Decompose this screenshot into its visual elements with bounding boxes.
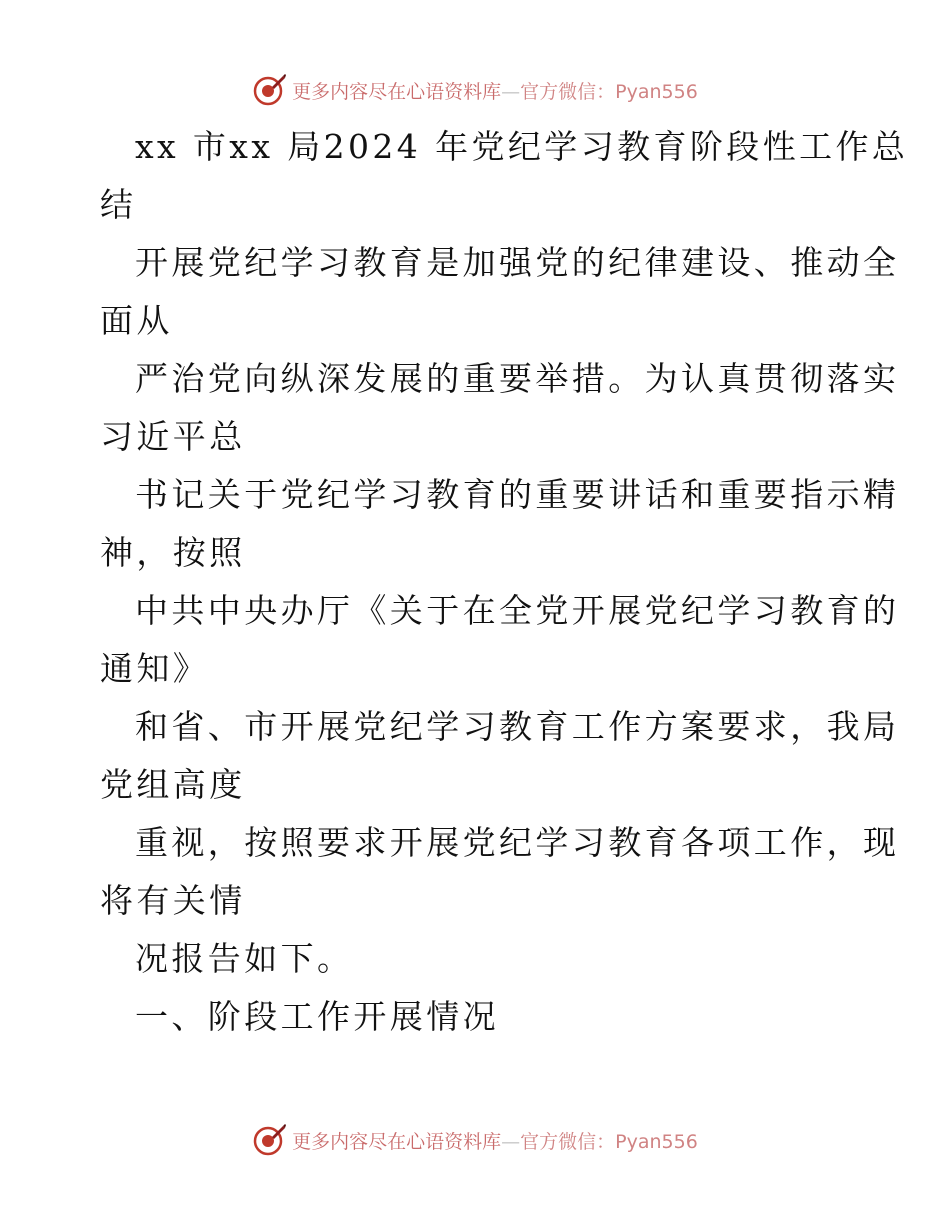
footer-banner-text (292, 1127, 698, 1154)
document-line (100, 466, 900, 582)
line-rest: 神，按照 (100, 533, 246, 572)
line-rest: 通知》 (100, 649, 210, 688)
line-first: 重视，按照要求开展党纪学习教育各项工作，现 (135, 823, 900, 862)
footer-banner-brand: 更多内容尽在心语资料库 (292, 1130, 502, 1153)
header-banner-contact: 官方微信：Pyan556 (520, 80, 698, 103)
header-banner-brand: 更多内容尽在心语资料库 (292, 80, 502, 103)
header-banner-separator: — (501, 80, 521, 103)
pen-circle-logo-icon (252, 1123, 286, 1157)
footer-banner-separator: — (501, 1130, 521, 1153)
line-rest: 习近平总 (100, 417, 246, 456)
line-first: xx 市xx 局2024 年党纪学习教育阶段性工作总 (135, 127, 909, 166)
footer-banner-contact: 官方微信：Pyan556 (520, 1130, 698, 1153)
line-rest: 面从 (100, 301, 173, 340)
line-first: 和省、市开展党纪学习教育工作方案要求，我局 (135, 707, 900, 746)
line-first: 一、阶段工作开展情况 (135, 997, 499, 1036)
document-line (100, 234, 900, 350)
pen-circle-logo-icon (252, 73, 286, 107)
header-banner (0, 70, 950, 110)
section-heading (100, 988, 860, 1046)
line-rest: 党组高度 (100, 765, 246, 804)
document-line (100, 698, 900, 814)
document-line (100, 118, 909, 234)
header-banner-text (292, 77, 698, 104)
footer-banner (0, 1120, 950, 1160)
document-line (100, 350, 900, 466)
line-first: 况报告如下。 (135, 939, 354, 978)
document-line (100, 814, 900, 930)
line-first: 开展党纪学习教育是加强党的纪律建设、推动全 (135, 243, 900, 282)
document-line (100, 582, 900, 698)
document-body (100, 118, 909, 1046)
line-first: 书记关于党纪学习教育的重要讲话和重要指示精 (135, 475, 900, 514)
line-first: 严治党向纵深发展的重要举措。为认真贯彻落实 (135, 359, 900, 398)
line-rest: 将有关情 (100, 881, 246, 920)
line-rest: 结 (100, 185, 137, 224)
document-line (100, 930, 860, 988)
line-first: 中共中央办厅《关于在全党开展党纪学习教育的 (135, 591, 900, 630)
